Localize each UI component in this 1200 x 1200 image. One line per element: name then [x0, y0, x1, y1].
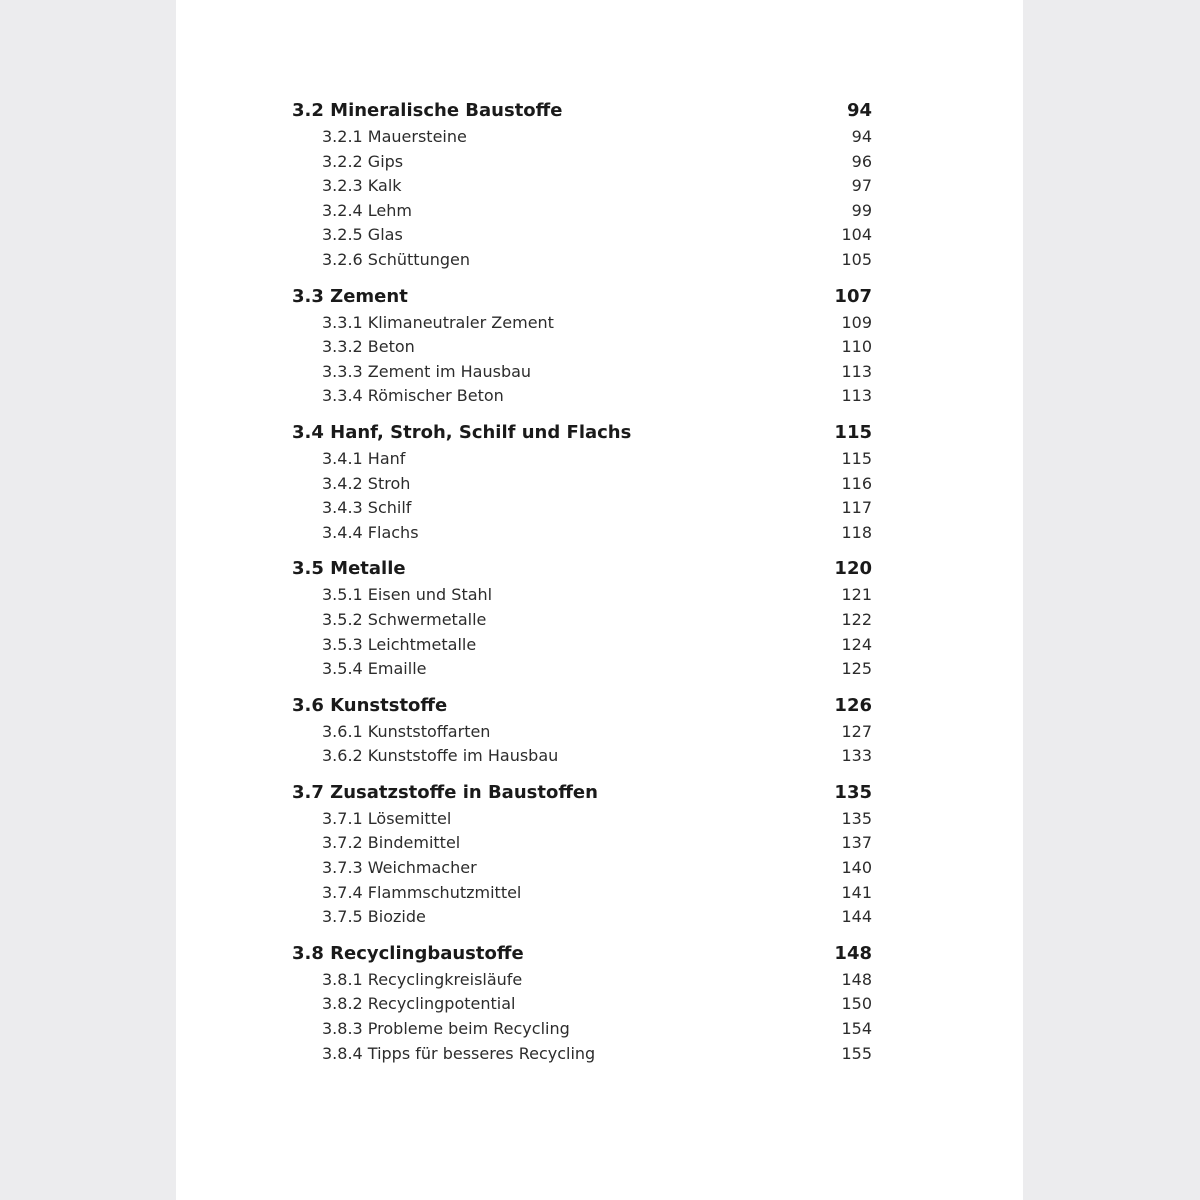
toc-subsection-page-number: 124	[841, 634, 872, 654]
toc-subsection-title: 3.8.3 Probleme beim Recycling	[322, 1019, 570, 1039]
toc-subsection-page-number: 140	[841, 858, 872, 878]
toc-section-title: 3.6 Kunststoffe	[292, 694, 448, 716]
toc-subsection-title: 3.3.1 Klimaneutraler Zement	[322, 312, 554, 332]
toc-subsection-page-number: 97	[851, 176, 872, 196]
toc-section-title: 3.2 Mineralische Baustoffe	[292, 100, 563, 121]
toc-subsection-entry[interactable]	[292, 521, 872, 546]
toc-subsection-page-number: 94	[851, 127, 872, 146]
toc-subsection-title: 3.3.3 Zement im Hausbau	[322, 361, 532, 381]
toc-section-heading[interactable]	[292, 418, 872, 447]
toc-subsection-title: 3.6.1 Kunststoffarten	[322, 721, 491, 741]
toc-subsection-entry[interactable]	[292, 856, 872, 881]
toc-subsection-entry[interactable]	[292, 905, 872, 930]
toc-section	[292, 939, 872, 1066]
toc-subsection-entry[interactable]	[292, 992, 872, 1017]
toc-subsection-page-number: 113	[841, 386, 872, 406]
toc-subsection-page-number: 133	[841, 746, 872, 766]
toc-section-page-number: 126	[834, 694, 872, 716]
toc-subsection-entry[interactable]	[292, 360, 872, 385]
toc-subsection-title: 3.7.1 Lösemittel	[322, 808, 452, 828]
toc-subsection-page-number: 144	[841, 907, 872, 927]
toc-section-heading[interactable]	[292, 282, 872, 311]
toc-subsection-title: 3.6.2 Kunststoffe im Hausbau	[322, 746, 559, 766]
toc-section-page-number: 107	[834, 285, 872, 307]
toc-subsection-title: 3.7.5 Biozide	[322, 907, 426, 927]
toc-subsection-title: 3.3.2 Beton	[322, 337, 415, 357]
toc-subsection-entry[interactable]	[292, 496, 872, 521]
toc-subsection-title: 3.5.3 Leichtmetalle	[322, 634, 477, 654]
toc-subsection-title: 3.8.4 Tipps für besseres Recycling	[322, 1043, 596, 1063]
toc-section-title: 3.7 Zusatzstoffe in Baustoffen	[292, 781, 598, 803]
toc-subsection-page-number: 104	[841, 225, 872, 245]
toc-subsection-entry[interactable]	[292, 608, 872, 633]
toc-section-title: 3.4 Hanf, Stroh, Schilf und Flachs	[292, 421, 632, 443]
toc-section-heading[interactable]	[292, 554, 872, 583]
toc-subsection-page-number: 99	[851, 200, 872, 220]
toc-subsection-entry[interactable]	[292, 311, 872, 336]
toc-subsection-title: 3.2.2 Gips	[322, 151, 404, 171]
toc-subsection-page-number: 113	[841, 361, 872, 381]
toc-subsection-page-number: 96	[851, 151, 872, 171]
toc-subsection-page-number: 118	[841, 522, 872, 542]
toc-subsection-title: 3.5.2 Schwermetalle	[322, 609, 487, 629]
toc-section-heading[interactable]	[292, 96, 872, 125]
toc-subsection-entry[interactable]	[292, 174, 872, 199]
toc-subsection-title: 3.2.6 Schüttungen	[322, 249, 470, 269]
toc-subsection-title: 3.4.4 Flachs	[322, 522, 419, 542]
toc-subsection-page-number: 121	[841, 585, 872, 605]
toc-subsection-entry[interactable]	[292, 968, 872, 993]
toc-section-title: 3.5 Metalle	[292, 558, 406, 580]
toc-subsection-title: 3.7.3 Weichmacher	[322, 858, 477, 878]
toc-subsection-page-number: 110	[841, 337, 872, 357]
toc-section	[292, 96, 872, 273]
toc-subsection-entry[interactable]	[292, 248, 872, 273]
toc-subsection-title: 3.7.2 Bindemittel	[322, 833, 461, 853]
toc-subsection-entry[interactable]	[292, 335, 872, 360]
toc-subsection-title: 3.5.4 Emaille	[322, 659, 427, 679]
toc-subsection-page-number: 135	[841, 808, 872, 828]
toc-section	[292, 282, 872, 409]
toc-subsection-page-number: 137	[841, 833, 872, 853]
toc-subsection-page-number: 141	[841, 882, 872, 902]
toc-subsection-entry[interactable]	[292, 384, 872, 409]
table-of-contents	[292, 96, 872, 1075]
toc-subsection-title: 3.4.3 Schilf	[322, 498, 412, 518]
toc-subsection-page-number: 150	[841, 994, 872, 1014]
toc-subsection-entry[interactable]	[292, 583, 872, 608]
toc-subsection-entry[interactable]	[292, 633, 872, 658]
toc-section-title: 3.8 Recyclingbaustoffe	[292, 942, 524, 964]
toc-subsection-entry[interactable]	[292, 720, 872, 745]
toc-subsection-title: 3.2.3 Kalk	[322, 176, 402, 196]
toc-subsection-title: 3.3.4 Römischer Beton	[322, 386, 504, 406]
toc-section	[292, 418, 872, 545]
toc-subsection-entry[interactable]	[292, 150, 872, 175]
toc-subsection-title: 3.4.1 Hanf	[322, 448, 406, 468]
toc-subsection-title: 3.2.5 Glas	[322, 225, 403, 245]
toc-subsection-entry[interactable]	[292, 807, 872, 832]
toc-subsection-entry[interactable]	[292, 657, 872, 682]
toc-section	[292, 778, 872, 930]
toc-subsection-title: 3.5.1 Eisen und Stahl	[322, 585, 493, 605]
toc-section-title: 3.3 Zement	[292, 285, 408, 307]
toc-section-page-number: 115	[834, 421, 872, 443]
toc-subsection-entry[interactable]	[292, 881, 872, 906]
toc-section	[292, 691, 872, 769]
toc-section-page-number: 135	[834, 781, 872, 803]
toc-section-heading[interactable]	[292, 778, 872, 807]
toc-subsection-title: 3.4.2 Stroh	[322, 473, 411, 493]
toc-subsection-entry[interactable]	[292, 1017, 872, 1042]
toc-subsection-page-number: 109	[841, 312, 872, 332]
toc-subsection-entry[interactable]	[292, 223, 872, 248]
toc-subsection-page-number: 127	[841, 721, 872, 741]
toc-subsection-page-number: 115	[841, 448, 872, 468]
toc-subsection-page-number: 105	[841, 249, 872, 269]
toc-section	[292, 554, 872, 681]
toc-subsection-title: 3.2.1 Mauersteine	[322, 127, 467, 146]
toc-section-heading[interactable]	[292, 939, 872, 968]
toc-subsection-entry[interactable]	[292, 1042, 872, 1067]
toc-subsection-title: 3.2.4 Lehm	[322, 200, 412, 220]
toc-subsection-page-number: 155	[841, 1043, 872, 1063]
toc-subsection-title: 3.7.4 Flammschutzmittel	[322, 882, 522, 902]
toc-subsection-page-number: 122	[841, 609, 872, 629]
toc-subsection-page-number: 125	[841, 659, 872, 679]
toc-subsection-page-number: 148	[841, 969, 872, 989]
toc-section-page-number: 148	[834, 942, 872, 964]
toc-subsection-entry[interactable]	[292, 472, 872, 497]
toc-subsection-entry[interactable]	[292, 447, 872, 472]
toc-subsection-entry[interactable]	[292, 744, 872, 769]
toc-section-page-number: 94	[846, 100, 872, 121]
toc-subsection-title: 3.8.2 Recyclingpotential	[322, 994, 516, 1014]
toc-subsection-page-number: 117	[841, 498, 872, 518]
toc-section-page-number: 120	[834, 558, 872, 580]
toc-subsection-page-number: 154	[841, 1019, 872, 1039]
toc-subsection-entry[interactable]	[292, 199, 872, 224]
toc-subsection-entry[interactable]	[292, 125, 872, 150]
toc-subsection-title: 3.8.1 Recyclingkreisläufe	[322, 969, 523, 989]
toc-section-heading[interactable]	[292, 691, 872, 720]
toc-subsection-page-number: 116	[841, 473, 872, 493]
toc-subsection-entry[interactable]	[292, 831, 872, 856]
